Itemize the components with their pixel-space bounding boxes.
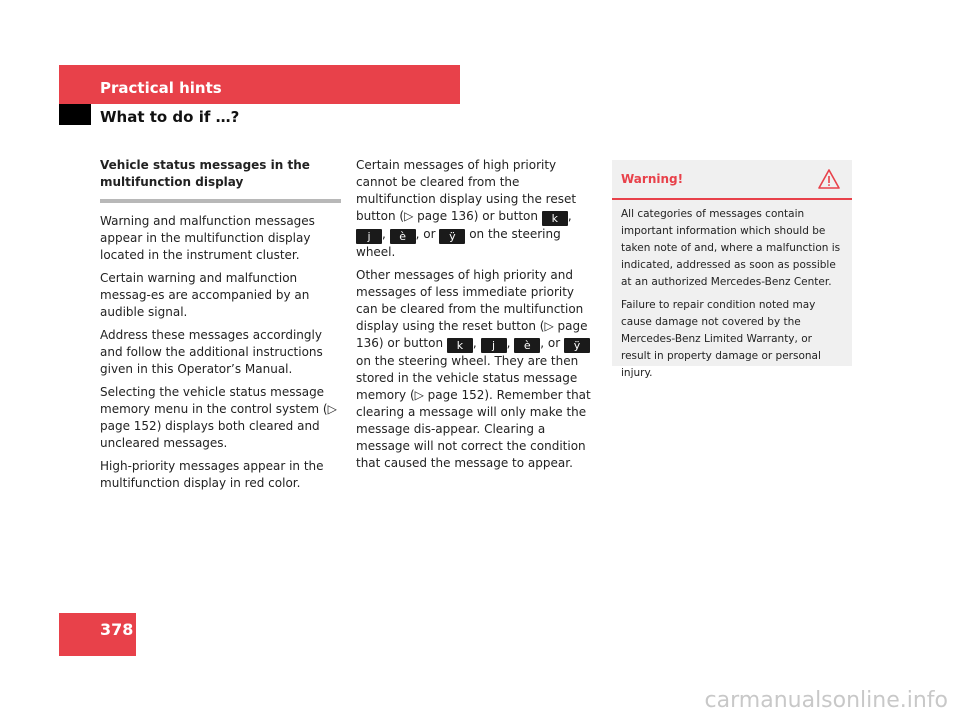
- column-middle: [356, 157, 596, 478]
- separator: ,: [506, 336, 511, 350]
- down-arrow-key-icon: j: [356, 229, 382, 244]
- separator: , or: [415, 227, 436, 241]
- warning-body: [612, 200, 852, 382]
- page-subtitle: What to do if …?: [100, 108, 240, 126]
- paragraph-text: Certain messages of high priority cannot be cleared from the multifunction display using the reset button (▷ page 136) or button: [356, 158, 577, 223]
- warning-header: [612, 160, 852, 200]
- column-left: [100, 157, 341, 498]
- section-title: Practical hints: [100, 79, 222, 97]
- warning-paragraph: All categories of messages contain important information which should be taken note of and, where a malfunction is indicated, addressed as soon as possible at an authorized Mercedes-Benz Center.: [621, 208, 841, 288]
- paragraph: Certain warning and malfunction messag-es are accompanied by an audible signal.: [100, 271, 310, 319]
- separator: ,: [382, 227, 386, 241]
- up-arrow-key-icon: k: [542, 211, 568, 226]
- previous-display-key-icon: è: [390, 229, 416, 244]
- section-heading: Vehicle status messages in the multifunction display: [100, 157, 341, 203]
- paragraph: [356, 267, 596, 472]
- warning-box: [612, 160, 852, 379]
- up-arrow-key-icon: k: [447, 338, 473, 353]
- paragraph: [356, 157, 596, 261]
- warning-paragraph: Failure to repair condition noted may cause damage not covered by the Mercedes-Benz Limited Warranty, or result in property damage or personal injury.: [621, 299, 821, 379]
- separator: , or: [540, 336, 561, 350]
- paragraph-text: Other messages of high priority and messages of less immediate priority can be cleared from the multifunction display using the reset button (▷ page 136) or button: [356, 268, 588, 350]
- previous-display-key-icon: è: [514, 338, 540, 353]
- separator: ,: [472, 336, 477, 350]
- header-marker: [59, 104, 91, 125]
- paragraph: Warning and malfunction messages appear in the multifunction display located in the instrument cluster.: [100, 214, 315, 262]
- next-display-key-icon: ÿ: [439, 229, 465, 244]
- paragraph: Selecting the vehicle status message memory menu in the control system (▷ page 152) displays both cleared and uncleared messages.: [100, 385, 337, 450]
- paragraph-text: on the steering wheel.: [356, 227, 561, 259]
- next-display-key-icon: ÿ: [564, 338, 590, 353]
- watermark: carmanualsonline.info: [704, 688, 948, 713]
- page-number: 378: [100, 620, 134, 639]
- warning-triangle-icon: [818, 169, 840, 189]
- down-arrow-key-icon: j: [481, 338, 507, 353]
- paragraph: High-priority messages appear in the multifunction display in red color.: [100, 459, 324, 490]
- warning-title: Warning!: [621, 172, 684, 186]
- paragraph: Address these messages accordingly and follow the additional instructions given in this Operator’s Manual.: [100, 328, 323, 376]
- separator: ,: [567, 209, 572, 223]
- paragraph-text: on the steering wheel. They are then stored in the vehicle status message memory (▷ page 152). Remember that clearing a message will only make the message dis-appear. Clearing a message will not correct the condition that caused the message to appear.: [356, 354, 591, 470]
